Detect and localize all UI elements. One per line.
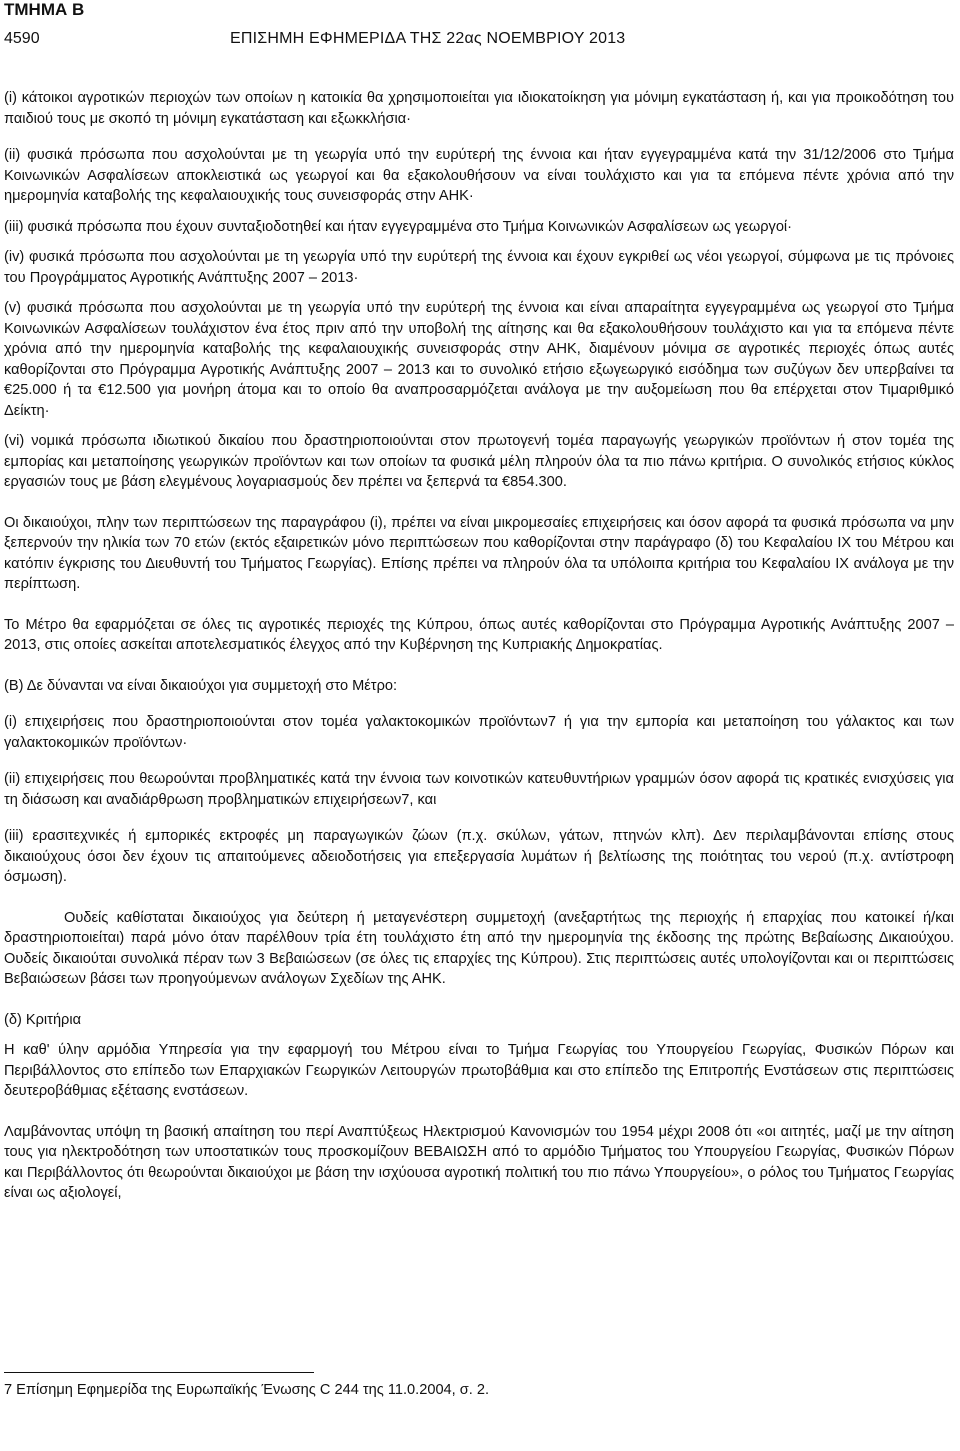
exclusion-ii: (ii) επιχειρήσεις που θεωρούνται προβληματικές κατά την έννοια των κοινοτικών κατευθυντήριων γραμμών όσον αφορά τις κρατικές ενισχύσεις για τη διάσωση και αναδιάρθρωση προβληματικών επιχειρήσεων7, και — [4, 771, 954, 808]
electricity-regulation-paragraph: Λαμβάνοντας υπόψη τη βασική απαίτηση του περί Αναπτύξεως Ηλεκτρισμού Κανονισμών του 1954 μέχρι 2008 ότι «οι αιτητές, μαζί με την αίτηση τους για ηλεκτροδότηση των υποστατικών τους προσκομίζουν ΒΕΒΑΙΩΣΗ από το αρμόδιο Τμήματος του Υπουργείου Γεωργίας, Φυσικών Πόρων και Περιβάλλοντος ότι θεωρούνται δικαιούχοι με βάση την ισχύουσα αγροτική πολιτική του πιο πάνω Υπουργείου», ο ρόλος του Τμήματος Γεωργίας είναι ως αξιολογεί, — [4, 1123, 954, 1201]
item-v: (v) φυσικά πρόσωπα που ασχολούνται με τη γεωργία υπό την ευρύτερή της έννοια και είναι απαραίτητα εγγεγραμμένα ως γεωργοί στο Τμήμα Κοινωνικών Ασφαλίσεων τουλάχιστον ένα έτος πριν από την υποβολή της αίτησης και θα εξακολουθήσουν τουλάχιστο και για τα επόμενα πέντε χρόνια από την ημερομηνία καταβολής της κεφαλαιουχικής συνεισφοράς στην ΑΗΚ, διαμένουν μόνιμα σε αγροτικές περιοχές όπως αυτές καθορίζονται στο Πρόγραμμα Αγροτικής Ανάπτυξης 2007 – 2013 και το συνολικό ετήσιο εξωγεωργικό εισόδημα των συζύγων δεν υπερβαίνει τα €25.000 ή τα €12.500 για μονήρη άτομα και το οποίο θα αναπροσαρμόζεται ανάλογα με την αυξομείωση που θα επέρχεται στον Τιμαριθμικό Δείκτη· — [4, 300, 954, 419]
footnote: 7 Επίσημη Εφημερίδα της Ευρωπαϊκής Ένωσης C 244 της 11.0.2004, σ. 2. — [4, 1382, 490, 1398]
document-body — [4, 88, 954, 1204]
section-label: ΤΜΗΜΑ Β — [4, 0, 85, 19]
item-ii: (ii) φυσικά πρόσωπα που ασχολούνται με τη γεωργία υπό την ευρύτερή της έννοια και ήταν εγγεγραμμένα κατά την 31/12/2006 στο Τμήμα Κοινωνικών Ασφαλίσεων αποκλειστικά ως γεωργοί και θα εξακολουθήσουν να είναι τουλάχιστο και για τα επόμενα πέντε χρόνια από την ημερομηνία καταβολής της κεφαλαιουχικής τους συνεισφοράς στην ΑΗΚ· — [4, 147, 954, 204]
repeat-participation-paragraph: Ουδείς καθίσταται δικαιούχος για δεύτερη ή μεταγενέστερη συμμετοχή (ανεξαρτήτως της περιοχής ή επαρχίας που κατοικεί ή/και δραστηριοποιείται) παρά μόνο όταν παρέλθουν τρία έτη τουλάχιστο έτη από την ημερομηνία της έκδοσης της πρώτης Βεβαίωσης Δικαιούχου. Ουδείς δικαιούται συνολικά πέραν των 3 Βεβαιώσεων (σε όλες τις επαρχίες της Κύπρου). Στις περιπτώσεις αυτές υπολογίζονται και οι περιπτώσεις Βεβαιώσεων βάσει των προηγούμενων ανάλογων Σχεδίων της ΑΗΚ. — [4, 909, 954, 987]
exclusion-i: (i) επιχειρήσεις που δραστηριοποιούνται στον τομέα γαλακτοκομικών προϊόντων7 ή για την εμπορία και μεταποίηση του γάλακτος και των γαλακτοκομικών προϊόντων· — [4, 714, 954, 751]
scope-paragraph: Το Μέτρο θα εφαρμόζεται σε όλες τις αγροτικές περιοχές της Κύπρου, όπως αυτές καθορίζονται στο Πρόγραμμα Αγροτικής Ανάπτυξης 2007 – 2013, στις οποίες ασκείται αποτελεσματικός έλεγχος από την Κυβέρνηση της Κυπριακής Δημοκρατίας. — [4, 616, 954, 653]
footnote-divider — [4, 1372, 314, 1373]
item-vi: (vi) νομικά πρόσωπα ιδιωτικού δικαίου που δραστηριοποιούνται στον πρωτογενή τομέα παραγωγής γεωργικών προϊόντων ή στον τομέα της εμπορίας και μεταποίησης γεωργικών προϊόντων και των οποίων τα φυσικά μέλη πληρούν όλα τα πιο πάνω κριτήρια. Ο συνολικός ετήσιος κύκλος εργασιών τους με βάση ελεγμένους λογαριασμούς δεν πρέπει να ξεπερνά τα €854.300. — [4, 433, 954, 490]
beneficiaries-paragraph: Οι δικαιούχοι, πλην των περιπτώσεων της παραγράφου (i), πρέπει να είναι μικρομεσαίες επιχειρήσεις και όσον αφορά τα φυσικά πρόσωπα να μην ξεπερνούν την ηλικία των 70 ετών (εκτός εξαιρετικών μόνο περιπτώσεων που καθορίζονται στην παράγραφο (δ) του Κεφαλαίου ΙΧ του Μέτρου και κατόπιν έγκρισης του Διευθυντή του Τμήματος Γεωργίας). Επίσης πρέπει να πληρούν όλα τα υπόλοιπα κριτήρια του Κεφαλαίου ΙΧ ανάλογα με την περίπτωση. — [4, 514, 954, 592]
section-b-heading: (Β) Δε δύνανται να είναι δικαιούχοι για συμμετοχή στο Μέτρο: — [4, 677, 398, 694]
gazette-title: ΕΠΙΣΗΜΗ ΕΦΗΜΕΡΙΔΑ ΤΗΣ 22ας ΝΟΕΜΒΡΙΟΥ 2013 — [230, 30, 626, 47]
item-iv: (iv) φυσικά πρόσωπα που ασχολούνται με τη γεωργία υπό την ευρύτερή της έννοια και έχουν εγκριθεί ως νέοι γεωργοί, σύμφωνα με τις πρόνοιες του Προγράμματος Αγροτικής Ανάπτυξης 2007 – 2013· — [4, 249, 954, 286]
item-i: (i) κάτοικοι αγροτικών περιοχών των οποίων η κατοικία θα χρησιμοποιείται για ιδιοκατοίκηση για μόνιμη εγκατάσταση ή, και για προικοδότηση του παιδιού τους με σκοπό τη μόνιμη εγκατάσταση και εξωκκλήσια· — [4, 90, 954, 127]
page-number: 4590 — [4, 30, 40, 47]
exclusion-iii: (iii) ερασιτεχνικές ή εμπορικές εκτροφές μη παραγωγικών ζώων (π.χ. σκύλων, γάτων, πτηνών κλπ). Δεν περιλαμβάνονται επίσης στους δικαιούχους όσοι δεν έχουν τις απαιτούμενες αδειοδοτήσεις για επεξεργασία λυμάτων ή βελτίωσης της ποιότητας του νερού (π.χ. αντίστροφη όσμωση). — [4, 828, 954, 885]
criteria-heading: (δ) Κριτήρια — [4, 1011, 82, 1028]
competent-authority-paragraph: Η καθ' ύλην αρμόδια Υπηρεσία για την εφαρμογή του Μέτρου είναι το Τμήμα Γεωργίας του Υπουργείου Γεωργίας, Φυσικών Πόρων και Περιβάλλοντος στο επίπεδο των Επαρχιακών Γεωργικών Λειτουργών πρωτοβάθμια και στο επίπεδο της Επιτροπής Ενστάσεων στις περιπτώσεις δευτεροβάθμιας εξέτασης ενστάσεων. — [4, 1042, 954, 1099]
item-iii: (iii) φυσικά πρόσωπα που έχουν συνταξιοδοτηθεί και ήταν εγγεγραμμένα στο Τμήμα Κοινωνικών Ασφαλίσεων ως γεωργοί· — [4, 218, 793, 235]
